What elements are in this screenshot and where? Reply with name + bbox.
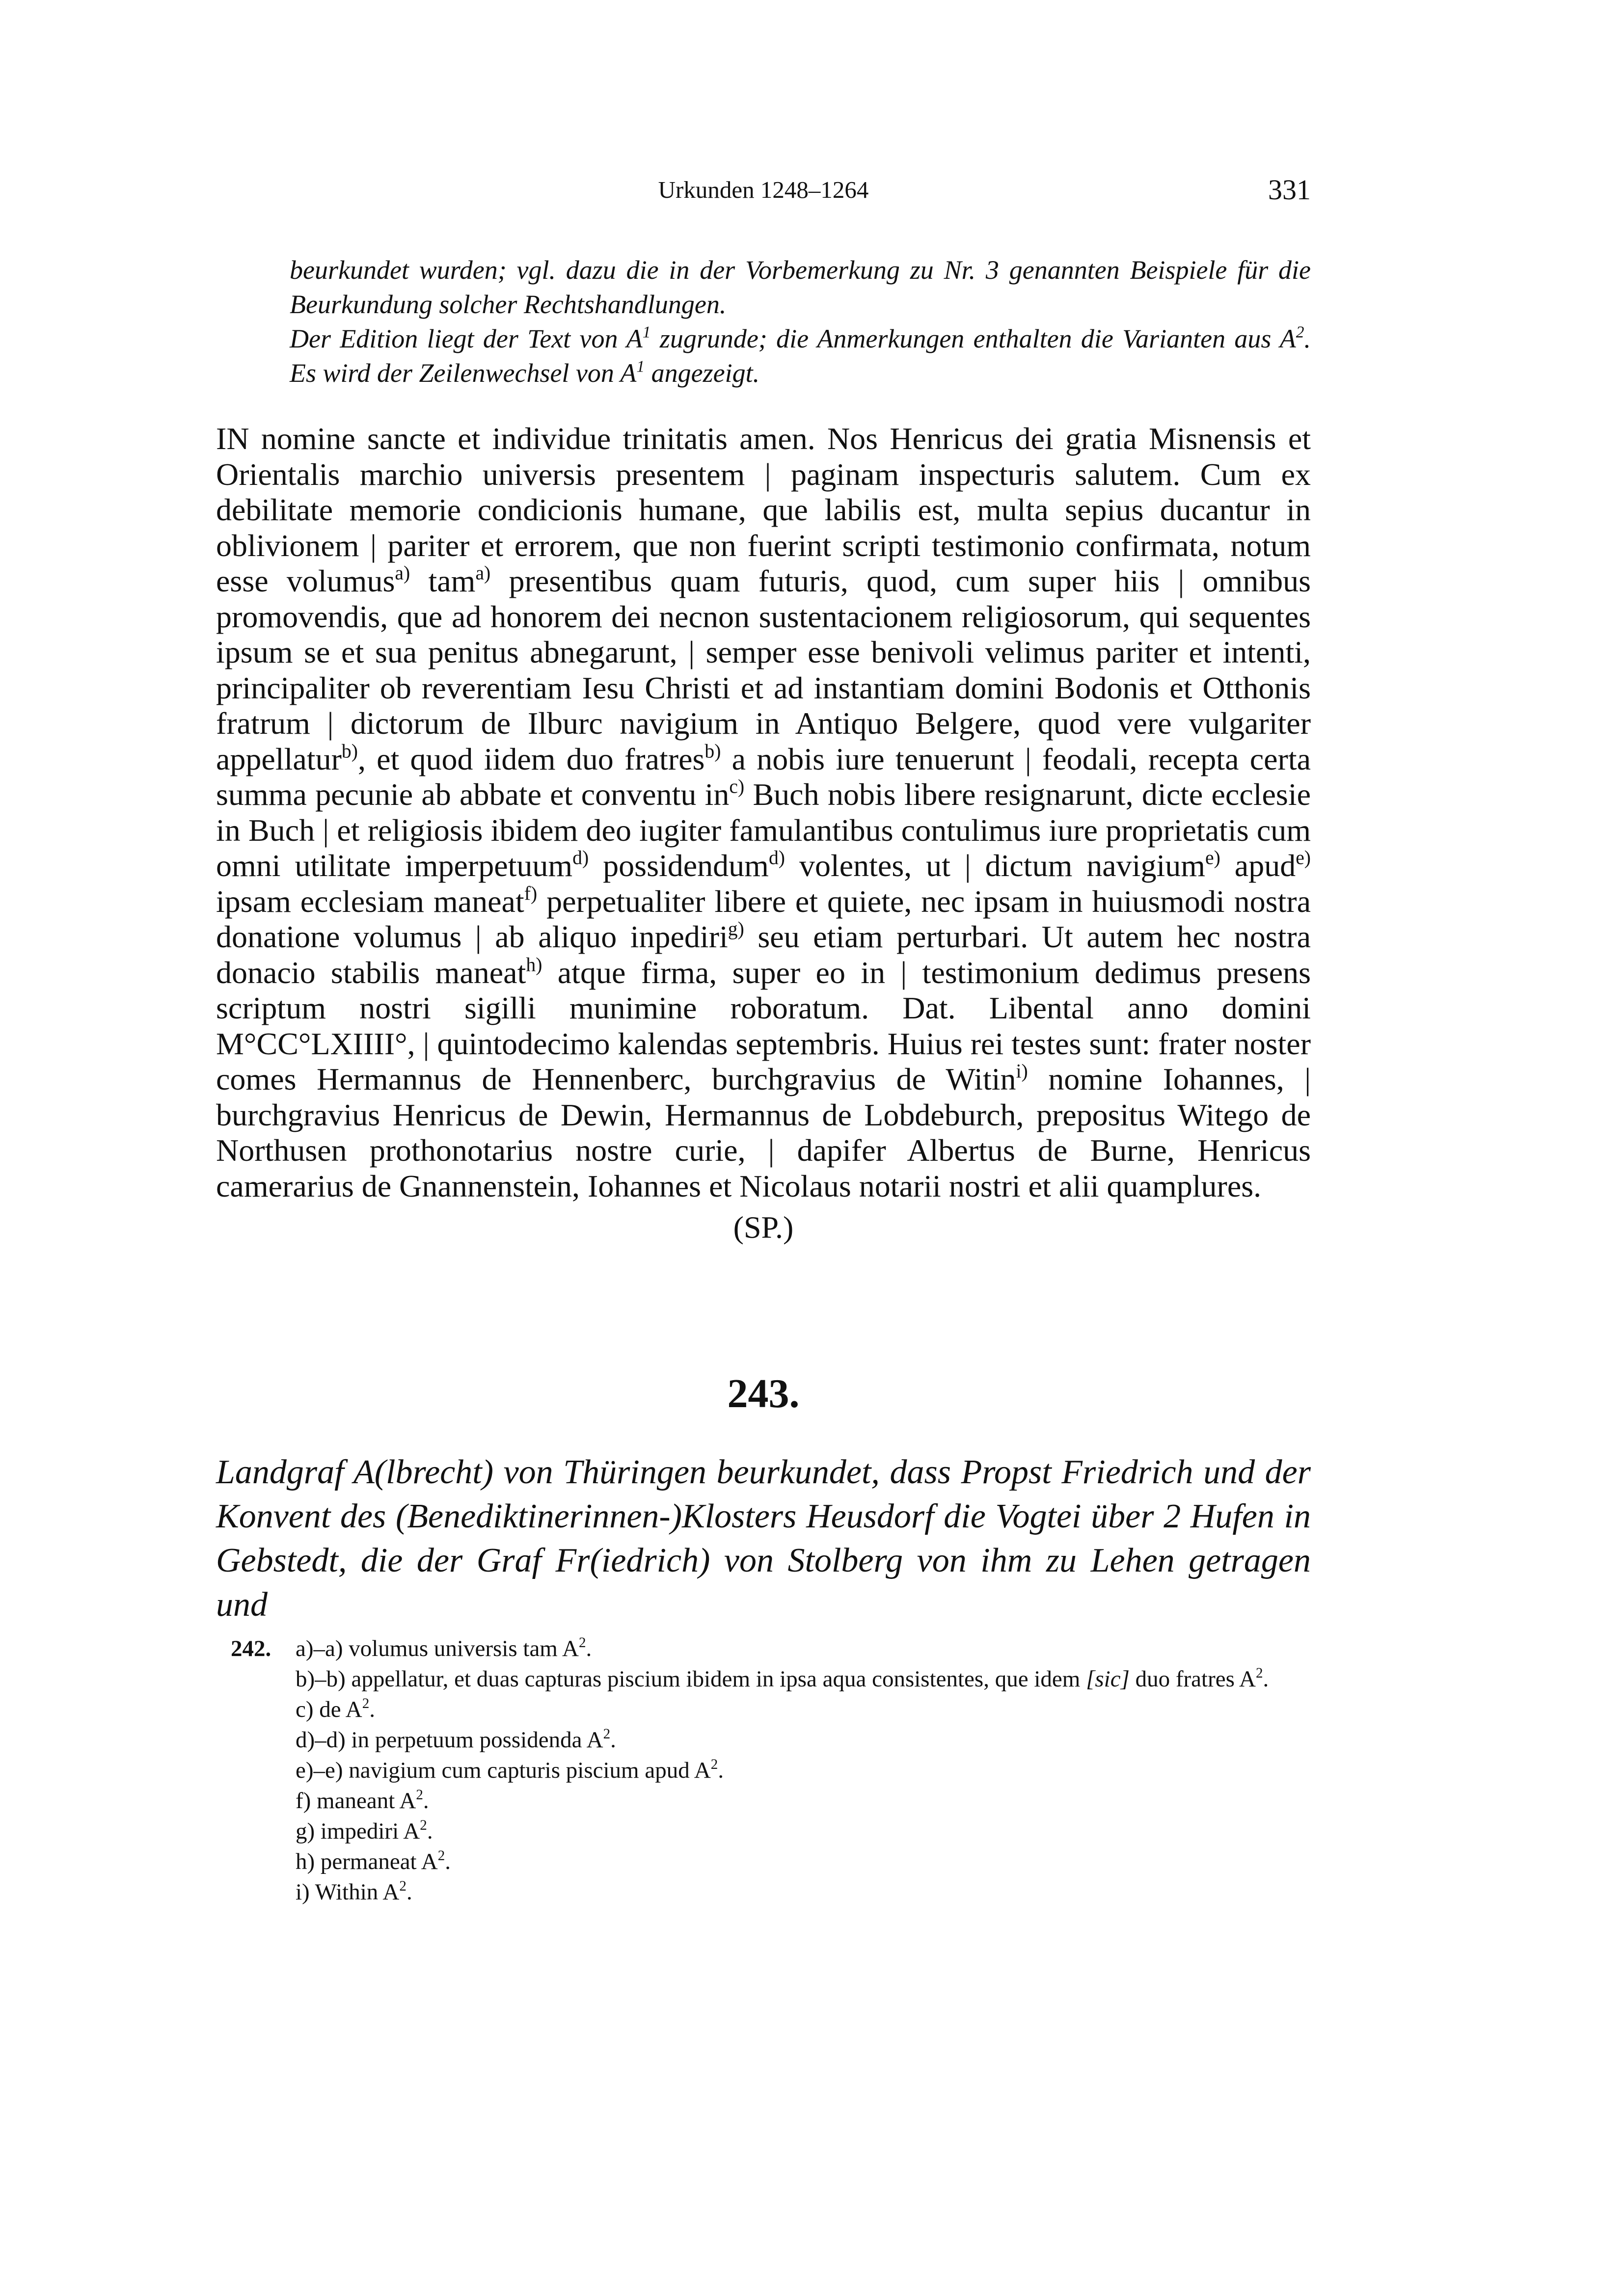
footnote-item: e)–e) navigium cum capturis piscium apud $A^2$. (296, 1756, 724, 1783)
running-title: Urkunden 1248–1264 (658, 176, 869, 203)
prenote-paragraph-2: Der Edition liegt der Text von $A^1$ zugrunde; die Anmerkungen enthalten die Varianten aus $A^2$. Es wird der Zeilenwechsel von $A^1$ angezeigt. (290, 323, 1311, 388)
footnote-marker: b) (704, 740, 721, 762)
prenote-paragraph-1: beurkundet wurden; vgl. dazu die in der Vorbemerkung zu Nr. 3 genannten Beispiele für die Beurkundung solcher Rechtshandlungen. (290, 255, 1311, 319)
regest-text: Landgraf A(lbrecht) von Thüringen beurkundet, dass Propst Friedrich und der Konvent des (Benediktinerinnen-)Klosters Heusdorf die Vogtei über 2 Hufen in Gebstedt, die der Graf Fr(iedrich) von Stolberg von ihm zu Lehen getragen und (216, 1453, 1311, 1624)
footnotes (216, 1633, 1311, 1907)
footnote-item: b)–b) appellatur, et duas capturas piscium ibidem in ipsa aqua consistentes, que idem [sic] duo fratres $A^2$. (296, 1665, 1269, 1692)
footnote-marker: c) (729, 775, 745, 798)
regest (216, 1450, 1311, 1627)
document-number: 243. (727, 1371, 800, 1416)
footnote-item: a)–a) volumus universis tam $A^2$. (296, 1634, 592, 1661)
footnote-item: g) impediri $A^2$. (296, 1817, 433, 1844)
footnote-marker: e) (1205, 847, 1220, 869)
page-number: 331 (1268, 174, 1311, 206)
footnote-marker: f) (524, 882, 538, 904)
footnote-marker: e) (1296, 847, 1311, 869)
footnote-marker: i) (1016, 1060, 1028, 1082)
footnote-item: d)–d) in perpetuum possidenda $A^2$. (296, 1726, 616, 1753)
footnote-marker: b) (341, 740, 358, 762)
footnote-marker: d) (572, 847, 589, 869)
footnote-item: c) de $A^2$. (296, 1695, 376, 1722)
footnote-marker: a) (395, 562, 410, 584)
preliminary-note (290, 253, 1311, 390)
running-head (216, 173, 1311, 207)
footnote-marker: g) (728, 918, 744, 940)
footnote-item: f) maneant $A^2$. (296, 1787, 429, 1814)
footnotes-document-ref: 242. (231, 1636, 271, 1661)
footnote-marker: a) (475, 562, 491, 584)
footnote-item: h) permaneat $A^2$. (296, 1847, 451, 1874)
footnote-list (296, 1633, 1311, 1907)
footnote-marker: d) (768, 847, 785, 869)
charter-paragraph: IN nomine sancte et individue trinitatis amen. Nos Henricus dei gratia Misnensis et Orientalis marchio universis presentem | paginam inspecturis salutem. Cum ex debilitate memorie condicionis humane, que labilis est, multa sepius ducantur in oblivionem | pariter et errorem, que non fuerint scripti testimonio confirmata, notum esse volumus$^{a)}$ tam$^{a)}$ presentibus quam futuris, quod, cum super hiis | omnibus promovendis, que ad honorem dei necnon sustentacionem religiosorum, qui sequentes ipsum se et sua penitus abnegarunt, | semper esse benivoli velimus pariter et intenti, principaliter ob reverentiam Iesu Christi et ad instantiam domini Bodonis et Otthonis fratrum | dictorum de Ilburc navigium in Antiquo Belgere, quod vere vulgariter appellatur$^{b)}$, et quod iidem duo fratres$^{b)}$ a nobis iure tenuerunt | feodali, recepta certa summa pecunie ab abbate et conventu $in^{c)}$ Buch nobis libere resignarunt, dicte ecclesie in Buch | et religiosis ibidem deo iugiter famulantibus contulimus iure proprietatis cum omni utilitate imperpetuum$^{d)}$ possidendum$^{d)}$ volentes, ut | dictum navigium$^{e)}$ apud$^{e)}$ ipsam ecclesiam maneat$^{f)}$ perpetualiter libere et quiete, nec ipsam in huiusmodi nostra donatione volumus | ab aliquo inpediri$^{g)}$ seu etiam perturbari. Ut autem hec nostra donacio stabilis maneat$^{h)}$ atque firma, super eo in | testimonium dedimus presens scriptum nostri sigilli munimine roboratum. Dat. Libental anno domini M°CC°LXIIII°, | quintodecimo kalendas septembris. Huius rei testes sunt: frater noster comes Hermannus de Hennenberc, burchgravius de Witin$^{i)}$ nomine Iohannes, | burchgravius Henricus de Dewin, Hermannus de Lobdeburch, prepositus Witego de Northusen prothonotarius nostre curie, | dapifer Albertus de Burne, Henricus camerarius de Gnannenstein, Iohannes et Nicolaus notarii nostri et alii quamplures. (216, 421, 1311, 1203)
footnote-item: i) Within $A^2$. (296, 1878, 412, 1905)
charter-text (216, 421, 1311, 1204)
footnote-marker: h) (526, 953, 542, 975)
seal-mark: (SP.) (733, 1210, 794, 1245)
